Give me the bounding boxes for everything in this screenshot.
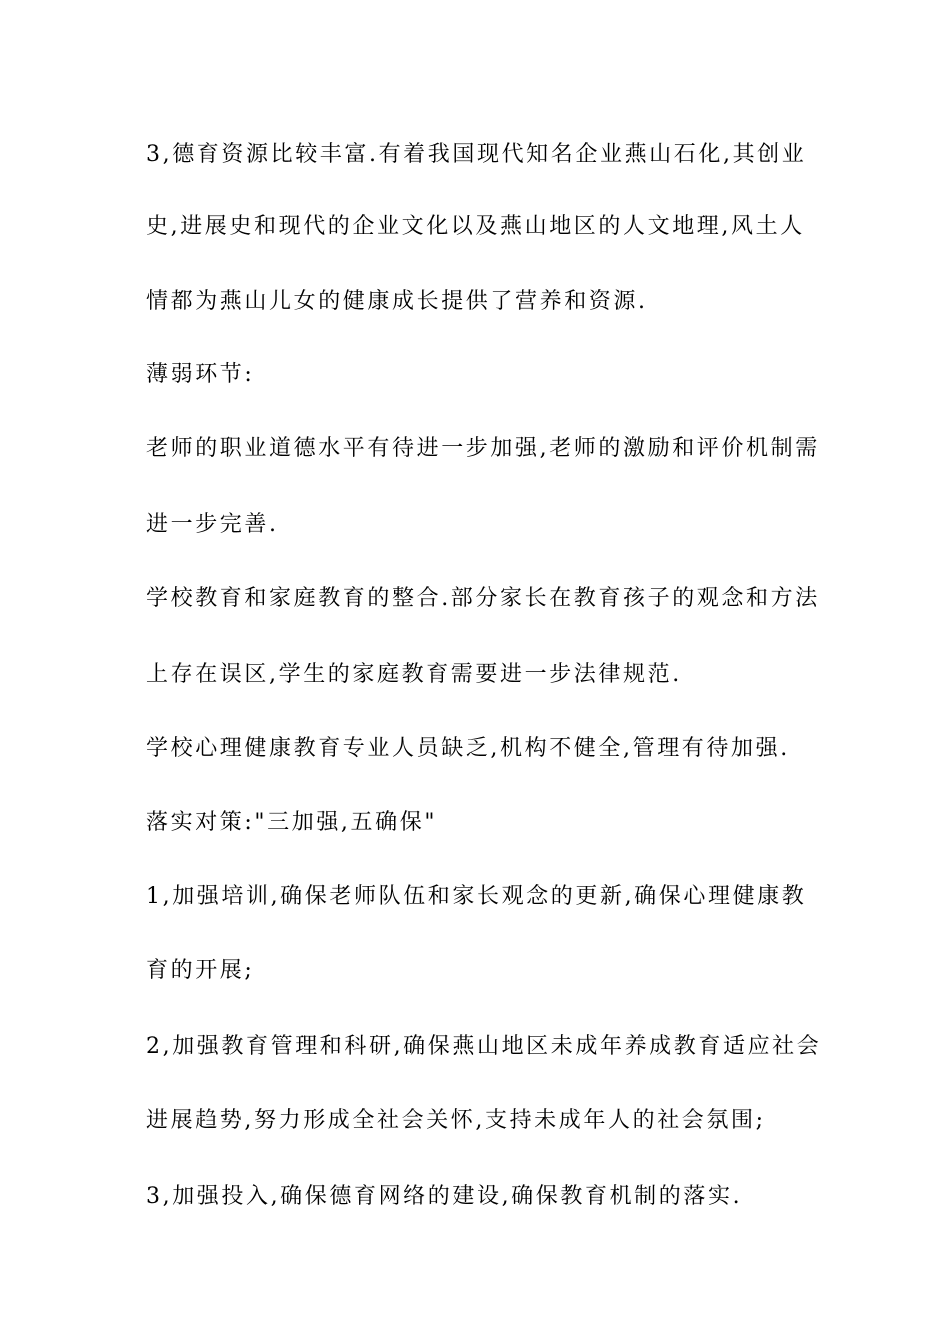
- text-line: 育的开展;: [146, 958, 255, 983]
- text-line: 3,加强投入,确保德育网络的建设,确保教育机制的落实.: [146, 1184, 743, 1209]
- section-heading: 落实对策:"三加强,五确保": [146, 810, 438, 835]
- text-line: 1,加强培训,确保老师队伍和家长观念的更新,确保心理健康教: [146, 884, 807, 909]
- text-line: 进一步完善.: [146, 512, 279, 537]
- text-line: 上存在误区,学生的家庭教育需要进一步法律规范.: [146, 662, 682, 687]
- text-line: 情都为燕山儿女的健康成长提供了营养和资源.: [146, 289, 648, 314]
- text-line: 2,加强教育管理和科研,确保燕山地区未成年养成教育适应社会: [146, 1034, 822, 1059]
- section-heading: 薄弱环节:: [146, 362, 255, 387]
- text-line: 学校心理健康教育专业人员缺乏,机构不健全,管理有待加强.: [146, 736, 790, 761]
- text-line: 学校教育和家庭教育的整合.部分家长在教育孩子的观念和方法: [146, 586, 820, 611]
- text-line: 3,德育资源比较丰富.有着我国现代知名企业燕山石化,其创业: [146, 142, 807, 167]
- text-line: 史,进展史和现代的企业文化以及燕山地区的人文地理,风土人: [146, 214, 805, 239]
- text-line: 进展趋势,努力形成全社会关怀,支持未成年人的社会氛围;: [146, 1108, 766, 1133]
- text-line: 老师的职业道德水平有待进一步加强,老师的激励和评价机制需: [146, 436, 820, 461]
